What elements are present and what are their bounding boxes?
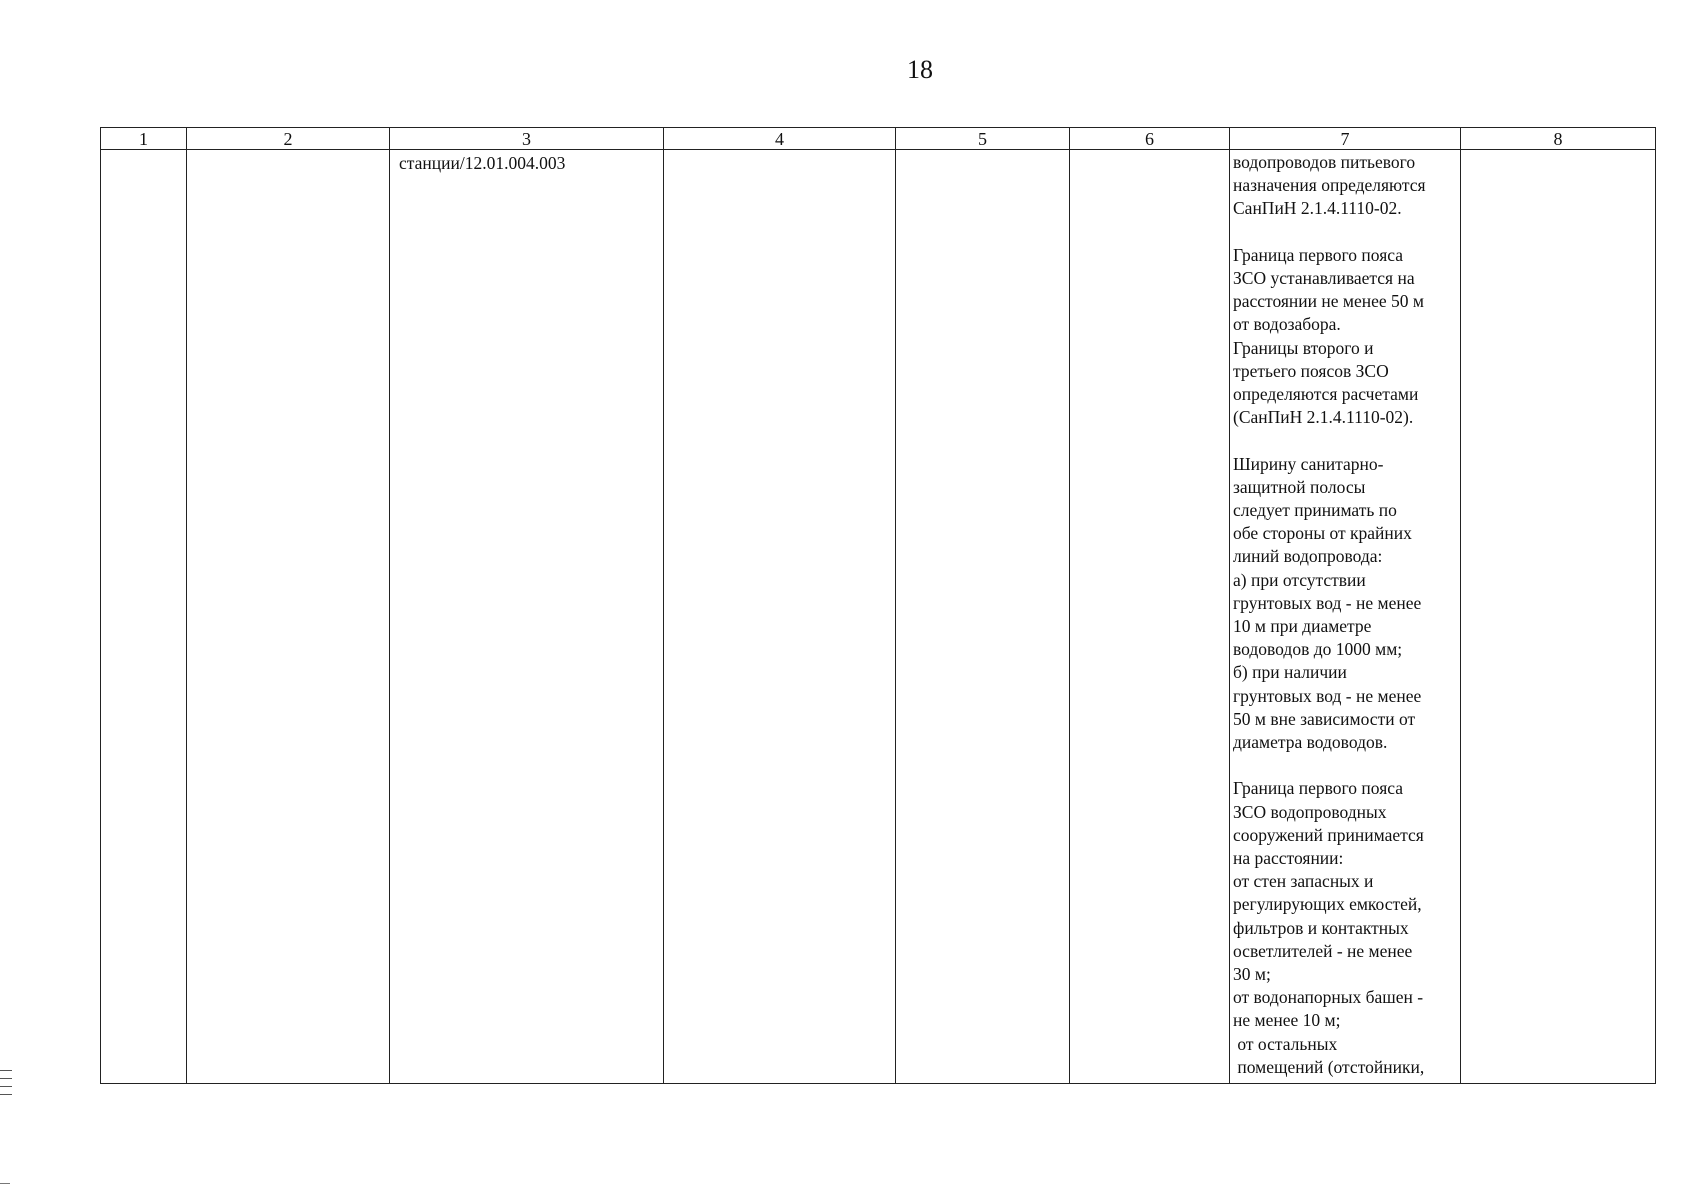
text-line: от остальных [1233, 1033, 1338, 1054]
column-header-7: 7 [1230, 128, 1461, 150]
column-header-3: 3 [390, 128, 664, 150]
col7-paragraph-4 [1233, 777, 1459, 1079]
header-row [101, 128, 1656, 150]
text-line: обе стороны от крайних [1233, 523, 1412, 544]
text-line: 10 м при диаметре [1233, 616, 1372, 637]
text-line: Границы второго и [1233, 337, 1374, 358]
text-line: от стен запасных и [1233, 871, 1374, 892]
cell-col-2 [187, 150, 390, 1084]
text-line: фильтров и контактных [1233, 917, 1409, 938]
text-line: грунтовых вод - не менее [1233, 592, 1422, 613]
text-line: от водозабора. [1233, 314, 1341, 335]
margin-mark [0, 1078, 12, 1079]
text-line: 50 м вне зависимости от [1233, 708, 1416, 729]
text-line: помещений (отстойники, [1233, 1056, 1425, 1077]
column-header-4: 4 [664, 128, 896, 150]
margin-mark [0, 1094, 12, 1095]
text-line: диаметра водоводов. [1233, 732, 1388, 753]
text-line: Граница первого пояса [1233, 778, 1403, 799]
text-line: расстоянии не менее 50 м [1233, 291, 1424, 312]
cell-col-5 [896, 150, 1070, 1084]
text-line: ЗСО водопроводных [1233, 801, 1387, 822]
text-line: (СанПиН 2.1.4.1110-02). [1233, 407, 1414, 428]
text-line: не менее 10 м; [1233, 1010, 1341, 1031]
scan-margin-marks [0, 1070, 12, 1102]
text-line: защитной полосы [1233, 476, 1366, 497]
text-line: осветлителей - не менее [1233, 940, 1413, 961]
text-line: Ширину санитарно- [1233, 453, 1384, 474]
text-line: сооружений принимается [1233, 824, 1424, 845]
text-line: а) при отсутствии [1233, 569, 1366, 590]
column-header-8: 8 [1461, 128, 1656, 150]
cell-col-7 [1230, 150, 1461, 1084]
col7-paragraph-3 [1233, 453, 1459, 755]
col7-paragraph-1 [1233, 151, 1459, 221]
cell-col-4 [664, 150, 896, 1084]
requirements-table [100, 127, 1656, 1084]
text-line: линий водопровода: [1233, 546, 1383, 567]
cell-col-3 [390, 150, 664, 1084]
text-line: 30 м; [1233, 964, 1271, 985]
text-line: б) при наличии [1233, 662, 1347, 683]
cell-col-2-text [187, 150, 389, 152]
cell-col-1-text [101, 150, 186, 152]
text-line: ЗСО устанавливается на [1233, 268, 1415, 288]
text-line: регулирующих емкостей, [1233, 894, 1422, 915]
text-line: грунтовых вод - не менее [1233, 685, 1422, 706]
cell-col-5-text [896, 150, 1069, 152]
text-line: Граница первого пояса [1233, 244, 1403, 265]
col7-paragraph-2 [1233, 244, 1459, 430]
cell-col-8 [1461, 150, 1656, 1084]
page-number: 18 [907, 55, 933, 84]
margin-mark [0, 1183, 10, 1184]
table-row [101, 150, 1656, 1084]
cell-col-6 [1070, 150, 1230, 1084]
cell-col-8-text [1461, 150, 1655, 152]
text-line: водоводов до 1000 мм; [1233, 639, 1403, 660]
cell-col-4-text [664, 150, 895, 152]
column-header-2: 2 [187, 128, 390, 150]
text-line: водопроводов питьевого [1233, 152, 1416, 172]
text-line: на расстоянии: [1233, 848, 1344, 869]
text-line: СанПиН 2.1.4.1110-02. [1233, 198, 1402, 219]
margin-mark [0, 1070, 12, 1071]
text-line: назначения определяются [1233, 175, 1426, 196]
column-header-1: 1 [101, 128, 187, 150]
cell-col-7-text [1230, 150, 1460, 1079]
column-header-6: 6 [1070, 128, 1230, 150]
cell-col-1 [101, 150, 187, 1084]
margin-mark [0, 1086, 12, 1087]
cell-col-3-text: станции/12.01.004.003 [399, 153, 566, 173]
text-line: определяются расчетами [1233, 384, 1419, 405]
text-line: от водонапорных башен - [1233, 987, 1424, 1008]
text-line: третьего поясов ЗСО [1233, 360, 1389, 381]
text-line: следует принимать по [1233, 500, 1397, 521]
cell-col-6-text [1070, 150, 1229, 152]
column-header-5: 5 [896, 128, 1070, 150]
